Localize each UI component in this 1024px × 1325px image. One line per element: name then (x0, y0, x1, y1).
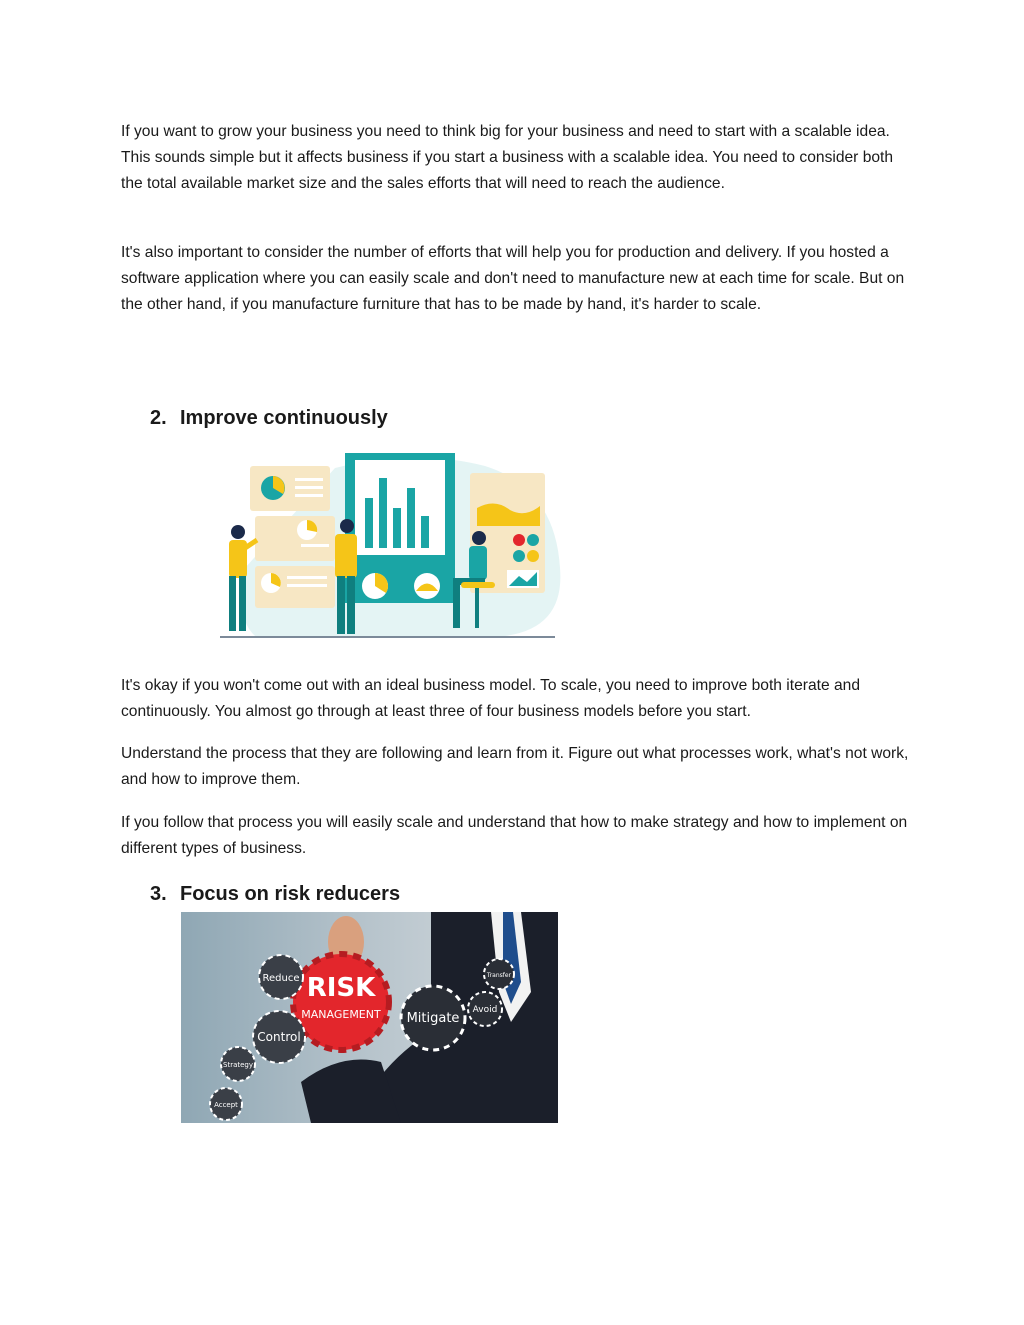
management-label: MANAGEMENT (301, 1008, 381, 1021)
reduce-gear (259, 955, 303, 999)
strategy-label: Strategy (223, 1061, 253, 1069)
mitigate-gear (401, 986, 465, 1050)
control-gear (253, 1011, 305, 1063)
avoid-gear (468, 992, 502, 1026)
section-2-heading (150, 405, 388, 431)
section-2-paragraph-1: It's okay if you won't come out with an ideal business model. To scale, you need to improve both iterate and continuously. You almost go through at least three of four business models before you start. (121, 677, 860, 720)
intro-paragraph-2: It's also important to consider the number of efforts that will help you for production and delivery. If you hosted a software application where you can easily scale and don't need to manufacture new at each time for scale. But on the other hand, if you manufacture furniture that has to be made by hand, it's harder to scale. (121, 244, 905, 313)
risk-label: RISK (306, 973, 376, 1003)
reduce-label: Reduce (262, 973, 300, 984)
transfer-gear (484, 959, 514, 989)
section-2-number: 2. (150, 407, 167, 429)
avoid-label: Avoid (472, 1005, 498, 1015)
section-3-number: 3. (150, 883, 167, 905)
mitigate-label: Mitigate (406, 1011, 460, 1026)
section-3-title: Focus on risk reducers (180, 883, 401, 905)
accept-gear (210, 1088, 242, 1120)
accept-label: Accept (214, 1101, 238, 1109)
risk-management-photo (181, 912, 558, 1123)
risk-gear (293, 954, 389, 1050)
section-2-title: Improve continuously (180, 407, 388, 429)
intro-paragraph-1: If you want to grow your business you need to think big for your business and need to start with a scalable idea. This sounds simple but it affects business if you start a business with a scalable idea. You need to consider both the total available market size and the sales efforts that will need to reach the audience. (121, 123, 894, 192)
transfer-label: Transfer (486, 972, 512, 979)
section-3-heading (150, 881, 400, 907)
strategy-gear (221, 1047, 255, 1081)
control-label: Control (257, 1030, 301, 1044)
section-2-paragraph-2: Understand the process that they are following and learn from it. Figure out what processes work, what's not work, and how to improve them. (121, 745, 909, 788)
section-2-paragraph-3: If you follow that process you will easily scale and understand that how to make strategy and how to implement on different types of business. (121, 814, 908, 857)
business-analytics-illustration (215, 448, 565, 644)
